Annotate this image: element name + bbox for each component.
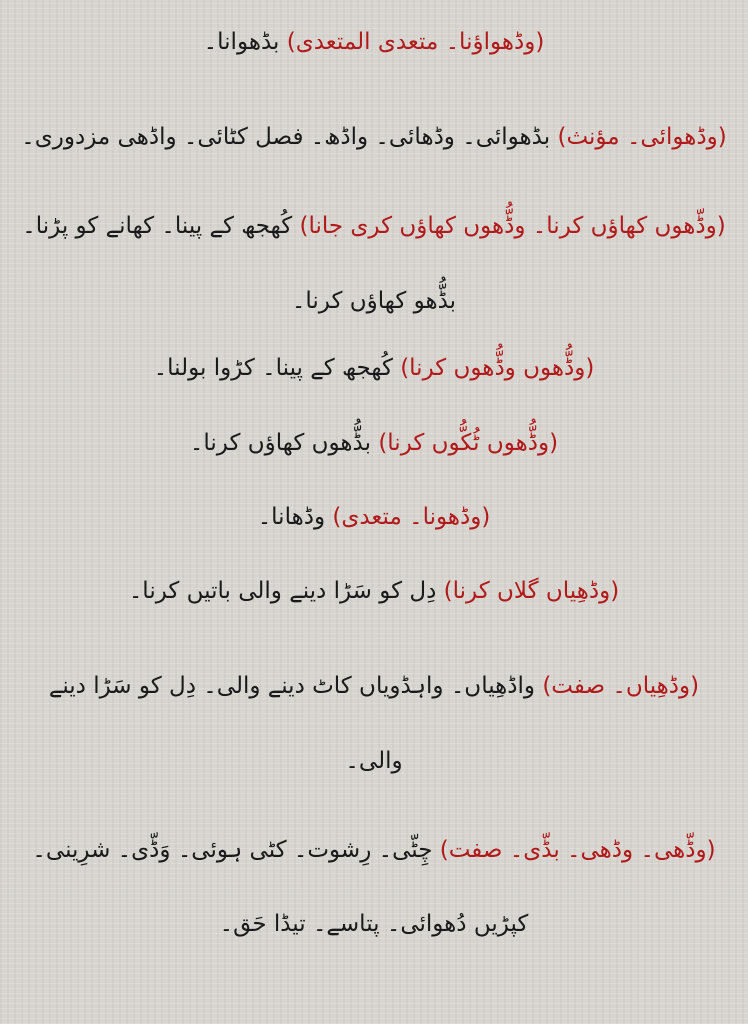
entry-definition: دِل کو سَڑا دینے والی باتیں کرنا۔ (128, 578, 444, 604)
dictionary-entry (18, 501, 730, 533)
entry-definition: بڈھوانا۔ (203, 29, 287, 55)
entry-headword: (وڈھِیاں۔ صفت) (542, 673, 700, 700)
entry-definition: چِٹّی۔ رِشوت۔ کٹی ہوئی۔ وَڈّی۔ شرِینی۔ کپڑیں دُھوائی۔ پتاسے۔ تیڈا حَق۔ (32, 836, 529, 938)
entry-definition: بڈُّھوں کھاؤں کرنا۔ (189, 429, 379, 456)
dictionary-entry (18, 575, 730, 607)
entry-headword: (وڈھواؤنا۔ متعدی المتعدی) (286, 29, 545, 55)
entry-headword: (وڈّھوں کھاؤں کرنا۔ وڈُّھوں کھاؤں کری جانا) (299, 212, 726, 239)
entry-definition: بڈھوائی۔ وڈھائی۔ واڈھ۔ فصل کٹائی۔ واڈھی مزدوری۔ (21, 124, 558, 151)
dictionary-entry (18, 189, 730, 339)
entry-headword: (وڈھونا۔ متعدی) (332, 503, 491, 530)
dictionary-entry (18, 649, 730, 799)
entry-headword: (وڈھِیاں گلاں کرنا) (443, 578, 620, 604)
entry-definition: کُھجھ کے پینا۔ کڑوا بولنا۔ (153, 355, 401, 382)
entry-definition: وڈھانا۔ (257, 503, 333, 530)
dictionary-entry (18, 352, 730, 384)
entry-definition: کُھجھ کے پینا۔ کھانے کو پڑنا۔ بڈُّھو کھاؤں کرنا۔ (22, 212, 457, 314)
entry-headword: (وڈّھی۔ وڈھی۔ بڈّی۔ صفت) (439, 836, 716, 863)
entry-headword: (وڈھوائی۔ مؤنث) (557, 124, 727, 151)
dictionary-entry (18, 100, 730, 175)
entry-headword: (وڈُّھوں وڈُّھوں کرنا) (400, 355, 595, 382)
dictionary-entry (18, 427, 730, 459)
dictionary-entry (18, 26, 730, 58)
dictionary-entry (18, 813, 730, 963)
entry-headword: (وڈُّھوں ٹُکُّوں کرنا) (378, 429, 559, 456)
entry-definition: واڈھِیاں۔ واہڈویاں کاٹ دینے والی۔ دِل کو سَڑا دینے والی۔ (48, 673, 543, 774)
